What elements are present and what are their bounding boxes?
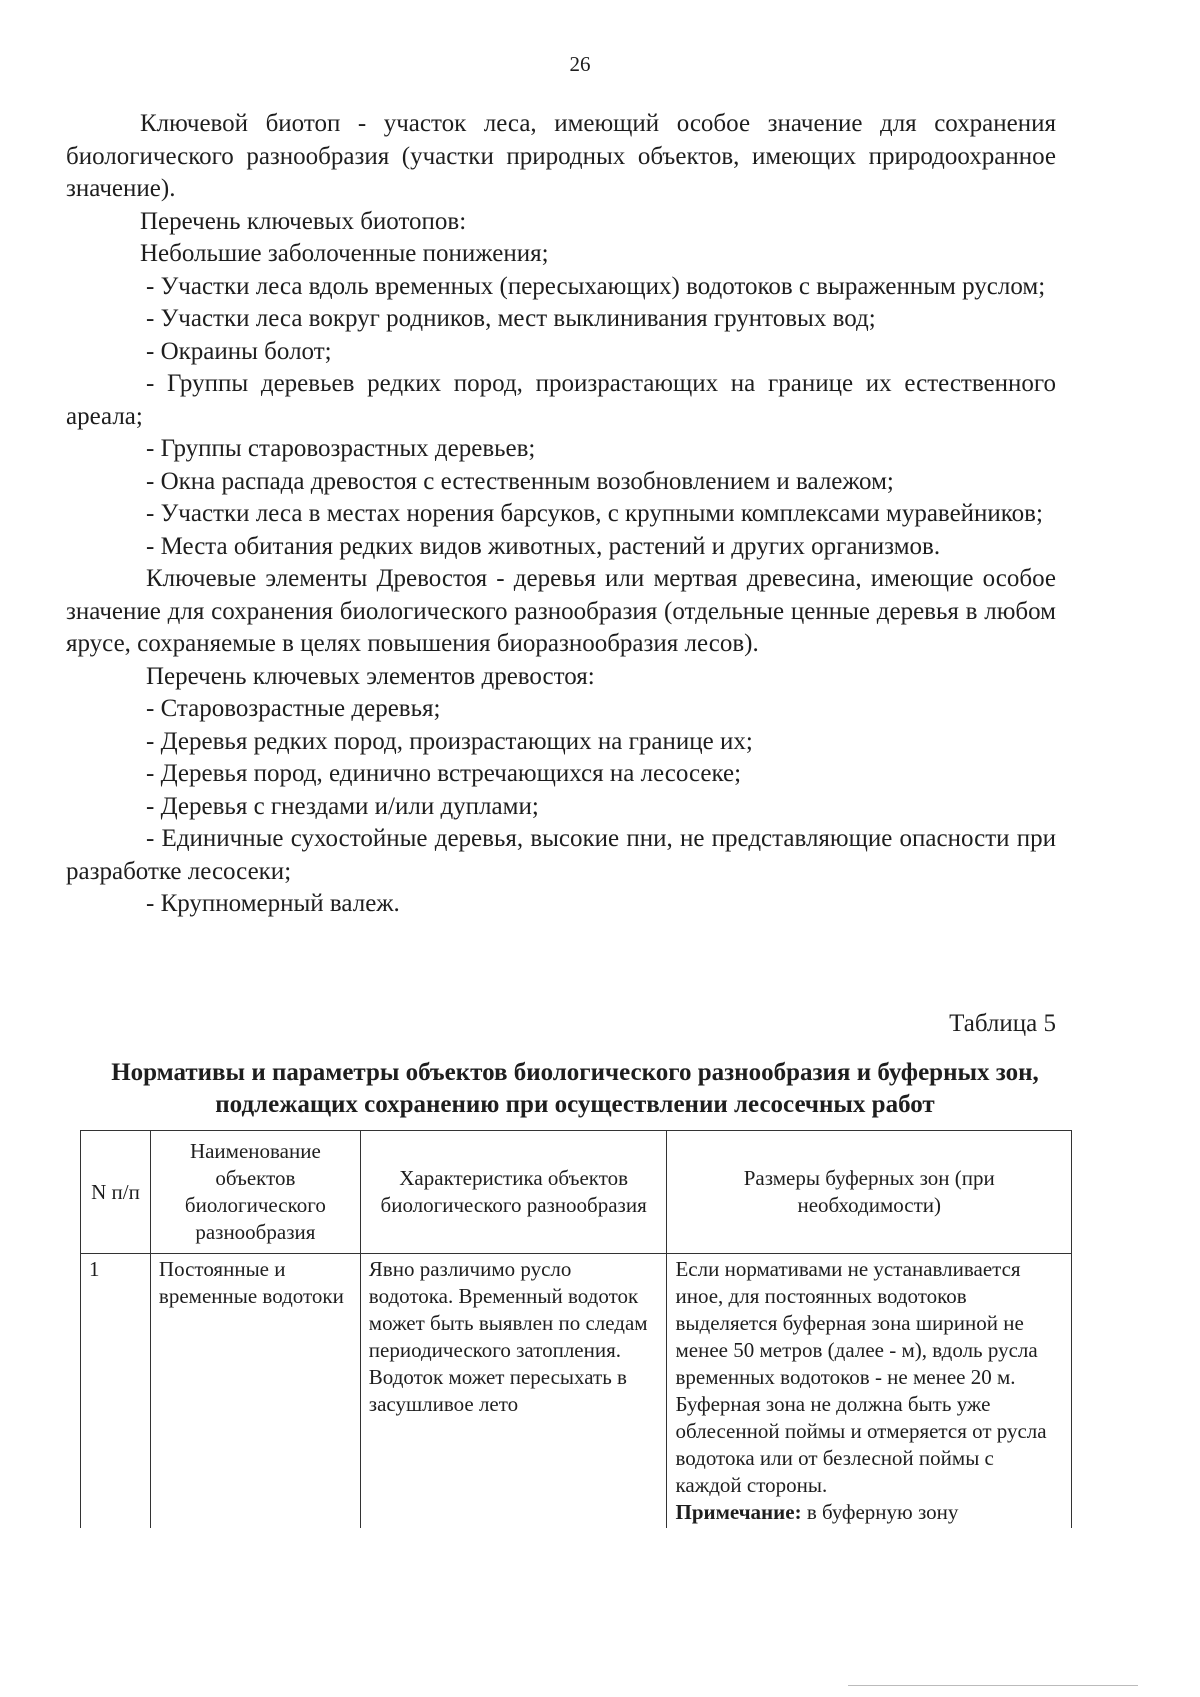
header-num: N п/п (81, 1131, 151, 1254)
header-characteristic: Характеристика объектов биологического разнообразия (360, 1131, 667, 1254)
body-text (66, 108, 1056, 921)
biotope-list-item: - Группы старовозрастных деревьев; (146, 435, 536, 462)
page-number: 26 (569, 52, 591, 76)
elements-list-item: - Деревья пород, единично встречающихся на лесосеке; (146, 760, 742, 787)
cell-buffer (667, 1254, 1072, 1529)
cell-name: Постоянные и временные водотоки (150, 1254, 360, 1529)
biotope-list-item: - Участки леса в местах норения барсуков, с крупными комплексами муравейников; (146, 500, 1043, 527)
cell-characteristic: Явно различимо русло водотока. Временный водоток может быть выявлен по следам периодического затопления. Водоток может пересыхать в засушливое лето (360, 1254, 667, 1529)
biotope-list-item: - Окна распада древостоя с естественным возобновлением и валежом; (146, 467, 894, 495)
note-label: Примечание: (675, 1500, 802, 1524)
elements-list-item: - Деревья с гнездами и/или дуплами; (146, 792, 539, 820)
elements-list-heading: Перечень ключевых элементов древостоя: (146, 662, 595, 690)
note-text: в буферную зону (801, 1500, 959, 1524)
buffer-text: Если нормативами не устанавливается иное, для постоянных водотоков выделяется буферная зона шириной не менее 50 метров (далее - м), вдоль русла временных водотоков - не менее 20 м. Буферная зона не должна быть уже облесенной поймы и отмеряется от русла водотока или от безлесной поймы с каждой стороны. (675, 1257, 1047, 1497)
table-title: Нормативы и параметры объектов биологического разнообразия и буферных зон, подлежащих сохранению при осуществлении лесосечных работ (111, 1059, 1039, 1118)
key-biotope-definition: Ключевой биотоп - участок леса, имеющий особое значение для сохранения биологического разнообразия (участки природных объектов, имеющих природоохранное значение). (66, 110, 1056, 202)
biotope-list-heading: Перечень ключевых биотопов: (140, 207, 467, 235)
elements-list-item: - Старовозрастные деревья; (146, 695, 441, 722)
key-elements-definition: Ключевые элементы Древостоя - деревья или мертвая древесина, имеющие особое значение для сохранения биологического разнообразия (отдельные ценные деревья в любом ярусе, сохраняемые в целях повышения биоразнообразия лесов). (66, 565, 1056, 657)
biotope-list-item: - Группы деревьев редких пород, произрастающих на границе их естественного ареала; (66, 370, 1056, 430)
biotope-list-item: - Места обитания редких видов животных, растений и других организмов. (146, 532, 941, 560)
biotope-list-item: - Участки леса вдоль временных (пересыхающих) водотоков с выраженным руслом; (146, 272, 1046, 300)
footer-rule (848, 1685, 1138, 1686)
biotope-list-item: Небольшие заболоченные понижения; (140, 240, 549, 267)
biotope-list-item: - Окраины болот; (146, 337, 332, 365)
elements-list-item: - Единичные сухостойные деревья, высокие пни, не представляющие опасности при разработке лесосеки; (66, 825, 1056, 885)
biotope-list-item: - Участки леса вокруг родников, мест выклинивания грунтовых вод; (146, 305, 876, 332)
table-header-row (81, 1131, 1072, 1254)
header-name: Наименование объектов биологического разнообразия (150, 1131, 360, 1254)
elements-list-item: - Деревья редких пород, произрастающих на границе их; (146, 727, 753, 755)
cell-num: 1 (81, 1254, 151, 1529)
buffer-note (675, 1499, 1063, 1526)
header-buffer: Размеры буферных зон (при необходимости) (667, 1131, 1072, 1254)
table-row (81, 1254, 1072, 1529)
table-label: Таблица 5 (949, 1010, 1056, 1037)
elements-list-item: - Крупномерный валеж. (146, 890, 400, 917)
norms-table (80, 1130, 1072, 1528)
